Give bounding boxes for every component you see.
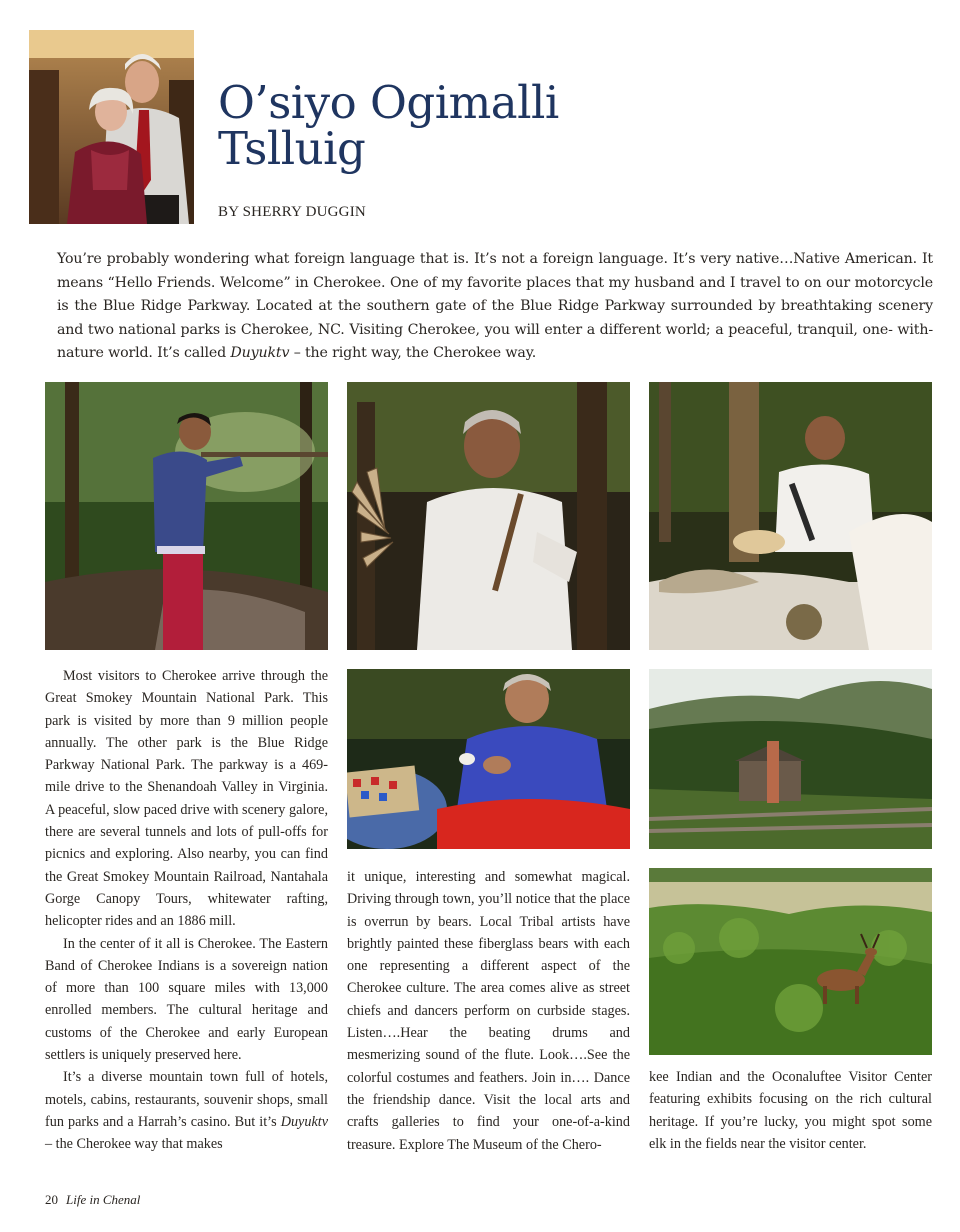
photo-elder-feathers <box>347 382 630 650</box>
body-emphasis: Duyuktv <box>280 1113 328 1130</box>
intro-text: You’re probably wondering what foreign language that is. It’s not a foreign language. It’s very native…Native American. It means “Hello Friends. Welcome” in Cherokee. One of my favorite places that my husband and I travel to on our motorcycle is the Blue Ridge Parkway. Located at the southern gate of the Blue Ridge Parkway surrounded by breathtaking scenery and two national parks is Cherokee, NC. Visiting Cherokee, you will enter a different world; a peaceful, tranquil, one- with-nature world. It’s called <box>57 251 933 361</box>
photo-beadwork <box>347 669 630 849</box>
body-paragraph: Most visitors to Cherokee arrive through the Great Smokey Mountain National Park. This park is visited by more than 9 million people annually. The other park is the Blue Ridge Parkway National Park. The parkway is a 469-mile drive to the Shenandoah Valley in Virginia. A peaceful, slow paced drive with scenery galore, there are several tunnels and lots of pull-offs for picnics and exploring. Also nearby, you can find the Great Smokey Mountain Railroad, Nantahala Gorge Canopy Tours, whitewater rafting, helicopter rides and an 1886 mill. <box>45 668 328 930</box>
body-paragraph: it unique, interesting and somewhat magical. Driving through town, you’ll notice that the place is overrun by bears. Local Tribal artists have brightly painted these fiberglass bears with each one representing a different aspect of the Cherokee culture. The area comes alive as street chiefs and dancers perform on curbside stages. Listen….Hear the beating drums and mesmerizing sound of the flute. Look….See the colorful costumes and feathers. Join in…. Dance the friendship dance. Visit the local arts and crafts galleries to find your one-of-a-kind treasure. Explore The Museum of the Chero- <box>347 869 630 1153</box>
intro-paragraph <box>57 248 933 366</box>
photo-blowgun <box>45 382 328 650</box>
body-paragraph: In the center of it all is Cherokee. The Eastern Band of Cherokee Indians is a sovereign nation of more than 100 square miles with 13,000 enrolled members. The cultural heritage and customs of the Cherokee and early European settlers is uniquely preserved here. <box>45 935 328 1064</box>
body-text: It’s a diverse mountain town full of hotels, motels, cabins, restaurants, souvenir shops, small fun parks and a Harrah’s casino. But it’s <box>45 1069 328 1130</box>
intro-text-end: – the right way, the Cherokee way. <box>289 345 537 361</box>
page-number: 20 <box>45 1192 58 1207</box>
body-paragraph <box>45 1066 328 1155</box>
body-text: – the Cherokee way that makes <box>45 1136 223 1153</box>
intro-emphasis: Duyuktv <box>230 345 290 361</box>
body-paragraph: kee Indian and the Oconaluftee Visitor Center featuring exhibits focusing on the rich cultural heritage. If you’re lucky, you might spot some elk in the fields near the visitor center. <box>649 1069 932 1152</box>
body-column-3 <box>649 1066 932 1155</box>
photo-carver <box>649 382 932 650</box>
author-photo <box>29 30 194 224</box>
body-column-2 <box>347 866 630 1156</box>
photo-deer <box>649 868 932 1055</box>
byline: BY SHERRY DUGGIN <box>218 204 366 220</box>
article-title: O’siyo Ogimalli Tslluig <box>218 76 559 175</box>
body-column-1 <box>45 665 328 1156</box>
magazine-name: Life in Chenal <box>66 1192 141 1207</box>
photo-cabin <box>649 669 932 849</box>
page-footer <box>45 1192 140 1208</box>
